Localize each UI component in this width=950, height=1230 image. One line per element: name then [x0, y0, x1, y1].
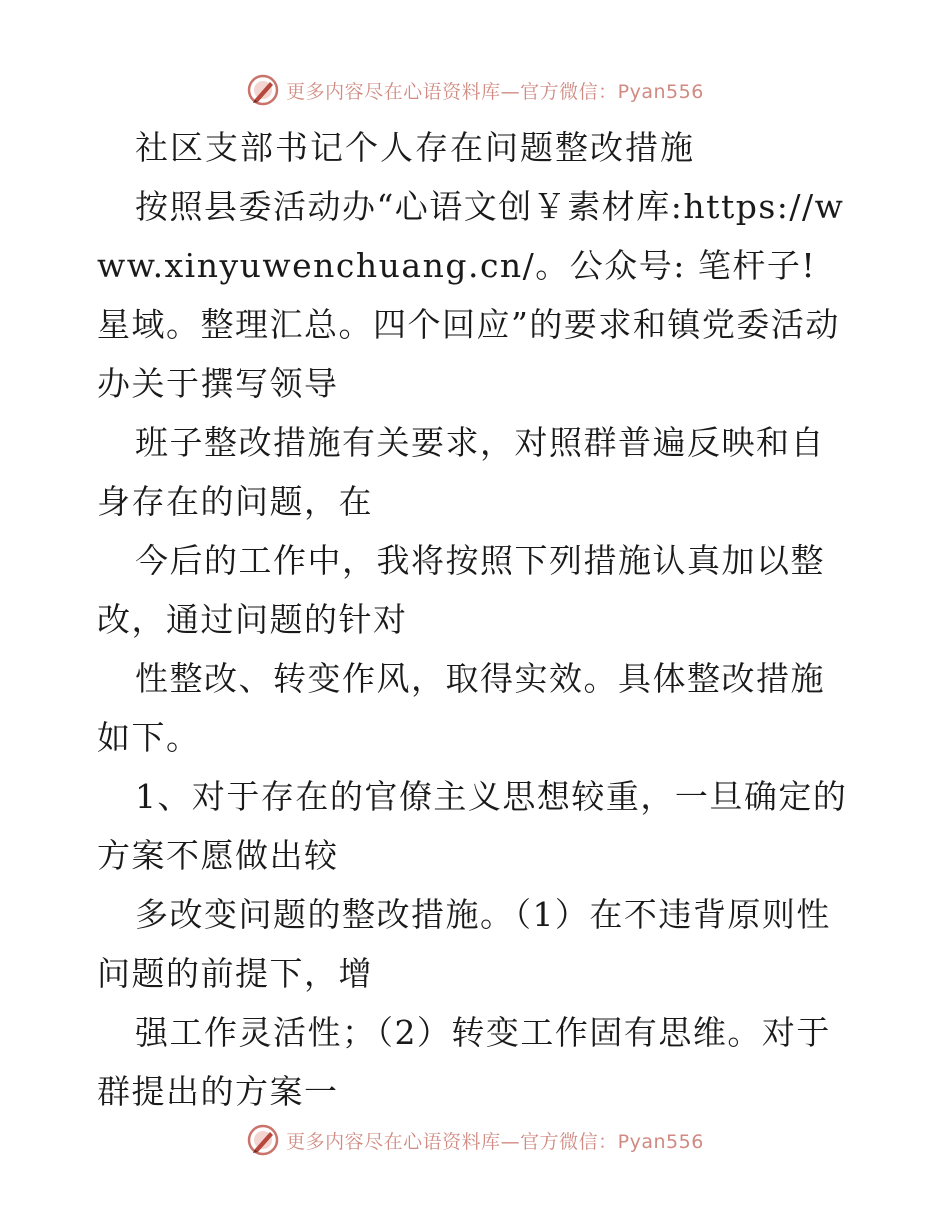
watermark-text: 更多内容尽在心语资料库—官方微信：Pyan556 [286, 1130, 704, 1153]
pen-circle-logo-icon [246, 73, 280, 107]
footer-watermark [0, 1120, 950, 1160]
paragraph: 性整改、转变作风，取得实效。具体整改措施如下。 [97, 659, 825, 757]
document-body [97, 118, 857, 1121]
header-watermark [0, 70, 950, 110]
paragraph: 按照县委活动办“心语文创￥素材库:https://www.xinyuwenchuang.cn/。公众号: 笔杆子! 星域。整理汇总。四个回应”的要求和镇党委活动办关于撰写领导 [97, 187, 845, 403]
watermark-text: 更多内容尽在心语资料库—官方微信：Pyan556 [286, 80, 704, 103]
paragraph: 班子整改措施有关要求，对照群普遍反映和自身存在的问题，在 [97, 423, 825, 521]
paragraph: 强工作灵活性；（2）转变工作固有思维。对于群提出的方案一 [97, 1013, 831, 1111]
pen-circle-logo-icon [246, 1123, 280, 1157]
document-title: 社区支部书记个人存在问题整改措施 [134, 128, 695, 167]
paragraph: 多改变问题的整改措施。（1）在不违背原则性问题的前提下，增 [97, 895, 831, 993]
paragraph: 今后的工作中，我将按照下列措施认真加以整改，通过问题的针对 [97, 541, 825, 639]
paragraph: 1、对于存在的官僚主义思想较重，一旦确定的方案不愿做出较 [97, 777, 848, 875]
